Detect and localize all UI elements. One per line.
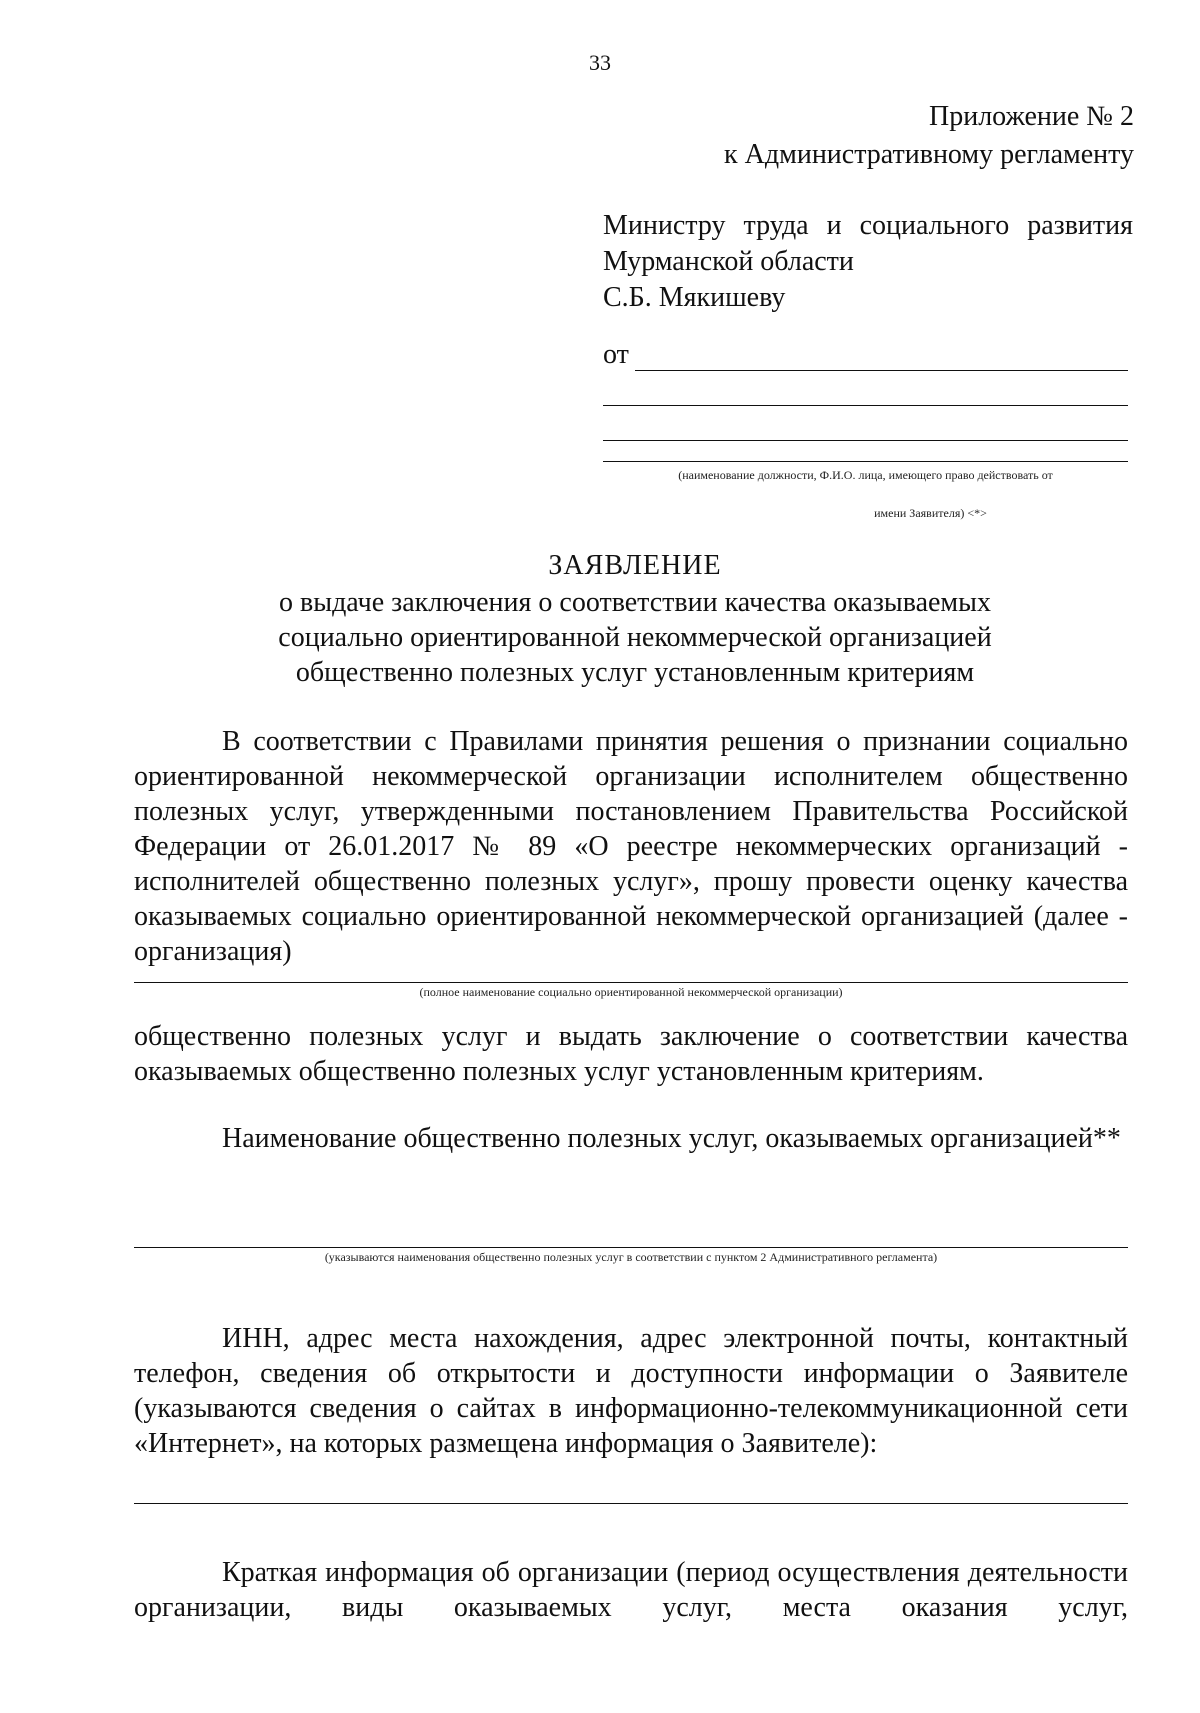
title-subtitle-2: социально ориентированной некоммерческой организацией bbox=[278, 622, 992, 653]
appendix-line-1: Приложение № 2 bbox=[929, 101, 1134, 132]
services-name-input-line[interactable] bbox=[134, 1215, 1128, 1248]
paragraph-services-name-text: Наименование общественно полезных услуг, оказываемых организацией** bbox=[222, 1123, 1121, 1154]
title-subtitle-3: общественно полезных услуг установленным критериям bbox=[295, 657, 975, 688]
appendix-line-2: к Административному регламенту bbox=[724, 139, 1134, 170]
organization-name-input-line[interactable] bbox=[134, 950, 1128, 983]
paragraph-issue-conclusion-text: общественно полезных услуг и выдать заключение о соответствии качества оказываемых общественно полезных услуг установленным критериям. bbox=[134, 1021, 1128, 1087]
organization-name-field bbox=[134, 950, 1128, 1000]
paragraph-contacts-text: ИНН, адрес места нахождения, адрес электронной почты, контактный телефон, сведения об открытости и доступности информации о Заявителе (указываются сведения о сайтах в информационно-телекоммуникационной сети «Интернет», на которых размещена информация о Заявителе): bbox=[134, 1323, 1128, 1459]
contacts-field bbox=[134, 1471, 1128, 1504]
paragraph-brief-info bbox=[134, 1555, 1128, 1625]
title-heading: ЗАЯВЛЕНИЕ bbox=[548, 550, 722, 581]
addressee-line-2: Мурманской области bbox=[603, 246, 854, 277]
from-blank-line-3[interactable] bbox=[603, 406, 1128, 441]
addressee-block bbox=[603, 208, 1133, 316]
paragraph-request bbox=[134, 724, 1128, 969]
from-prefix: от bbox=[603, 339, 629, 370]
appendix-heading bbox=[724, 98, 1134, 174]
paragraph-contacts bbox=[134, 1321, 1128, 1461]
from-caption-line-2: имени Заявителя) <*> bbox=[874, 506, 987, 520]
from-blank-line-2[interactable] bbox=[603, 371, 1128, 406]
page-number: 33 bbox=[589, 50, 611, 75]
organization-name-caption: (полное наименование социально ориентированной некоммерческой организации) bbox=[419, 985, 843, 999]
from-blank-line-1[interactable] bbox=[635, 348, 1128, 371]
from-row bbox=[603, 335, 1128, 371]
from-block bbox=[603, 335, 1128, 524]
title-subtitle-1: о выдаче заключения о соответствии качества оказываемых bbox=[279, 587, 991, 618]
addressee-line-1: Министру труда и социального развития bbox=[603, 210, 1133, 241]
from-caption bbox=[603, 461, 1128, 524]
services-name-field bbox=[134, 1215, 1128, 1265]
from-caption-line-1: (наименование должности, Ф.И.О. лица, имеющего право действовать от bbox=[678, 468, 1053, 482]
document-title bbox=[0, 548, 1200, 690]
paragraph-brief-info-text: Краткая информация об организации (период осуществления деятельности организации, виды оказываемых услуг, места оказания услуг, bbox=[134, 1557, 1128, 1623]
paragraph-request-text: В соответствии с Правилами принятия решения о признании социально ориентированной некоммерческой организации исполнителем общественно полезных услуг, утвержденными постановлением Правительства Российской Федерации от 26.01.2017 № 89 «О реестре некоммерческих организаций - исполнителей общественно полезных услуг», прошу провести оценку качества оказываемых социально ориентированной некоммерческой организацией (далее - организация) bbox=[134, 726, 1128, 967]
addressee-line-3: С.Б. Мякишеву bbox=[603, 282, 786, 313]
paragraph-issue-conclusion bbox=[134, 1019, 1128, 1089]
paragraph-services-name bbox=[134, 1121, 1128, 1156]
services-name-caption: (указываются наименования общественно полезных услуг в соответствии с пунктом 2 Административного регламента) bbox=[324, 1250, 938, 1264]
contacts-input-line[interactable] bbox=[134, 1471, 1128, 1504]
